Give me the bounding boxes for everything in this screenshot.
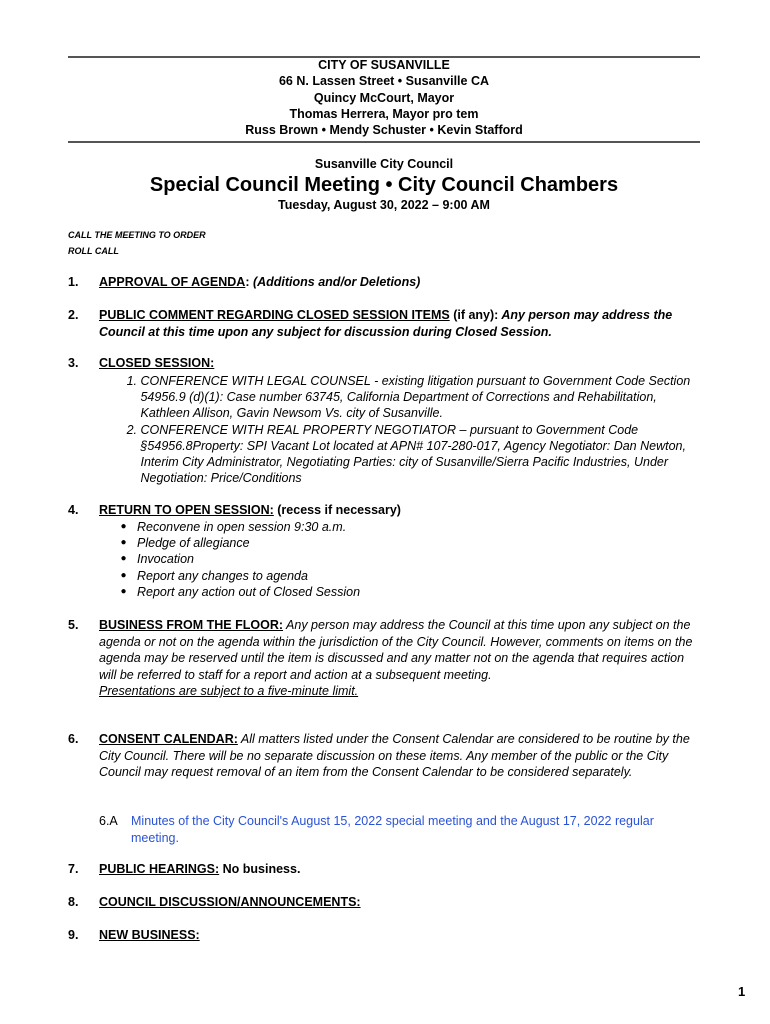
item-number: 8. [68,895,79,909]
time-limit-note: Presentations are subject to a five-minute limit. [99,684,359,698]
closed-session-list [110,373,700,486]
list-item: ● Invocation [110,551,700,567]
council-name: Susanville City Council [314,157,454,171]
item-number: 5. [68,618,79,632]
page-title: Special Council Meeting • City Council Chambers [149,174,619,196]
mayor-pro-tem: Thomas Herrera, Mayor pro tem [289,107,479,121]
item-heading: CONSENT CALENDAR: [99,732,238,746]
list-item: ● Reconvene in open session 9:30 a.m. [110,519,700,535]
bullet-icon: ● [120,569,127,581]
item-heading: COUNCIL DISCUSSION/ANNOUNCEMENTS: [99,895,361,909]
open-session-list [110,519,700,600]
agenda-item-5: BUSINESS FROM THE FLOOR: Any person may address the Council at this time upon any subject on the agenda or not on the agenda within the jurisdiction of the City Council. However, comments on items on the agenda may be reserved until the item is discussed and any matter not on the agenda that requires action will be referred to staff for a report and action at a subsequent meeting. Presentations are subject to a five-minute limit. [99,618,693,698]
list-item: 1. CONFERENCE WITH LEGAL COUNSEL - existing litigation pursuant to Government Code Section 54956.9 (d)(1): Case number 63745, California Department of Corrections and Rehabilitation, Kathleen Allison, Gavin Newsom Vs. city of Susanville. [126,374,691,421]
page-number: 1 [738,984,746,999]
item-number: 6. [68,732,79,746]
item-heading: RETURN TO OPEN SESSION: [99,503,274,517]
item-heading: NEW BUSINESS: [99,928,200,942]
city-name: CITY OF SUSANVILLE [318,58,450,72]
item-heading: BUSINESS FROM THE FLOOR: [99,618,284,632]
item-number: 9. [68,928,79,942]
item-heading: CLOSED SESSION: [99,356,215,370]
agenda-item-1: APPROVAL OF AGENDA: (Additions and/or Deletions) [99,275,421,289]
item-heading: APPROVAL OF AGENDA [99,275,246,289]
agenda-item-4: RETURN TO OPEN SESSION: (recess if necessary) [99,503,401,517]
bullet-icon: ● [120,585,127,597]
item-number: 3. [68,356,79,370]
bullet-icon: ● [120,553,127,565]
list-item: ● Pledge of allegiance [110,535,700,551]
item-number: 4. [68,503,79,517]
agenda-item-9 [99,927,699,944]
item-heading: PUBLIC HEARINGS: [99,862,220,876]
item-heading: PUBLIC COMMENT REGARDING CLOSED SESSION ITEMS [99,308,450,322]
roll-call: ROLL CALL [68,246,119,256]
item-number: 2. [68,308,79,322]
council-members: Russ Brown • Mendy Schuster • Kevin Stafford [245,123,523,137]
header-rule [68,141,700,143]
agenda-item-6: CONSENT CALENDAR: All matters listed under the Consent Calendar are considered to be routine by the City Council. There will be no separate discussion on these items. Any member of the public or the City Council may request removal of an item from the Consent Calendar to be considered separately. [99,732,690,779]
agenda-item-7: PUBLIC HEARINGS: No business. [99,862,301,876]
subitem-number: 6.A [99,814,118,828]
agenda-item-8 [99,894,699,911]
consent-item-6a[interactable] [99,813,699,846]
list-item: ● Report any changes to agenda [110,568,700,584]
bullet-icon: ● [120,537,127,549]
list-item: ● Report any action out of Closed Session [110,584,700,600]
item-number: 7. [68,862,79,876]
call-to-order: CALL THE MEETING TO ORDER [68,230,206,240]
meeting-date: Tuesday, August 30, 2022 – 9:00 AM [278,198,490,212]
city-address: 66 N. Lassen Street • Susanville CA [278,74,490,88]
minutes-link[interactable]: Minutes of the City Council's August 15, 2022 special meeting and the August 17, 2022 regular meeting. [131,814,654,845]
list-item: 2. CONFERENCE WITH REAL PROPERTY NEGOTIATOR – pursuant to Government Code §54956.8Property: SPI Vacant Lot located at APN# 107-280-017, Agency Negotiator: Dan Newton, Interim City Administrator, Negotiating Parties: city of Susanville/Sierra Pacific Industries, Under Negotiation: Price/Conditions [126,422,686,486]
agenda-item-3 [99,355,699,372]
bullet-icon: ● [120,521,127,532]
agenda-item-2: PUBLIC COMMENT REGARDING CLOSED SESSION ITEMS (if any): Any person may address the Council at this time upon any subject for discussion during Closed Session. [99,308,673,339]
mayor: Quincy McCourt, Mayor [313,91,455,105]
item-number: 1. [68,275,79,289]
